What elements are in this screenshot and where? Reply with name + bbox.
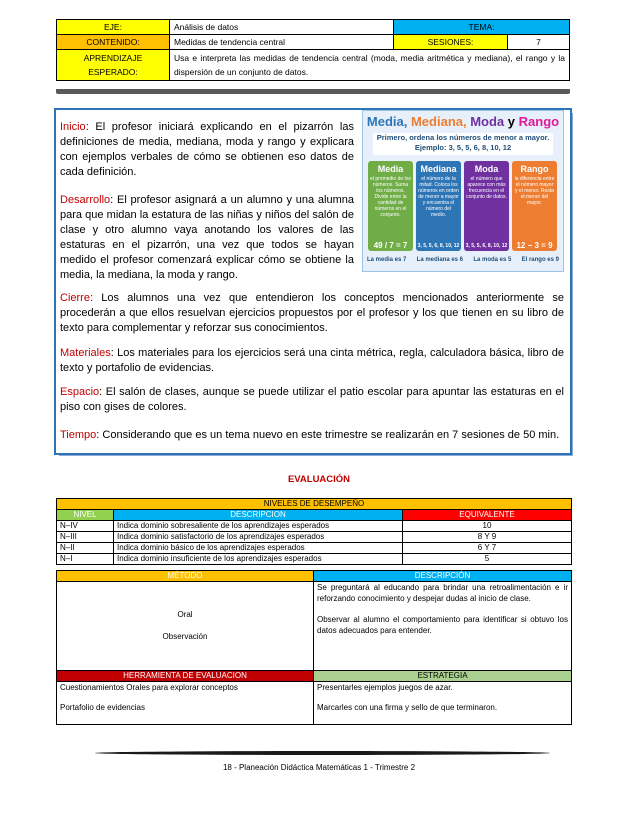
tiempo-text: : Considerando que es un tema nuevo en este trimestre se realizarán en 7 sesiones de 50 min.: [96, 429, 560, 441]
poster-subtitle-2: Ejemplo: 3, 5, 5, 6, 8, 10, 12: [414, 143, 512, 152]
poster-col-rango: [512, 161, 557, 251]
poster-title-y: y: [504, 114, 519, 129]
tiempo-paragraph: [60, 428, 564, 443]
aprendizaje-label-line1: APRENDIZAJE: [83, 53, 143, 63]
metodo-header-label: MÉTODO: [167, 571, 203, 580]
materiales-label: Materiales: [60, 347, 111, 359]
eje-label: EJE:: [57, 20, 170, 35]
aprendizaje-value: Usa e interpreta las medidas de tendencia central (moda, media aritmética y mediana), el rango y la dispersión de un conjunto de datos.: [170, 50, 570, 81]
metodo-observacion: Observación: [162, 632, 208, 641]
table-row: [57, 543, 572, 554]
metodo-desc-header: [314, 571, 572, 582]
desarrollo-text: : El profesor asignará a un alumno y una alumna para que midan la estatura de las niñas y niños del salón de clase y otro alumno vaya anotando los valores de las estaturas en el pizarrón, una vez que todos se hayan medido el profesor comenzará explicar cómo se obtiene la media, la mediana, la moda y rango.: [60, 194, 354, 281]
desc-cell: Indica dominio sobresaliente de los aprendizajes esperados: [114, 521, 403, 532]
poster-col-mediana: [416, 161, 461, 251]
footer-divider: [95, 751, 550, 755]
poster-subtitle: [373, 133, 553, 155]
sesiones-label: SESIONES:: [394, 35, 508, 50]
cierre-label: Cierre:: [60, 292, 94, 304]
aprendizaje-label: [57, 50, 170, 81]
poster-col-rango-body: la diferencia entre el número mayor y el menor. Resta el menor del mayor.: [514, 176, 555, 206]
herramienta-header-label: HERRAMIENTA DE EVALUACION: [123, 671, 247, 680]
desc-observacion: Observar al alumno el comportamiento para identificar si obtuvo los datos adecuados para entender.: [317, 615, 568, 635]
poster-image: [362, 110, 564, 272]
poster-col-moda-body: el número que aparece con más frecuencia en el conjunto de datos.: [466, 176, 507, 200]
col-descripcion: [114, 510, 403, 521]
poster-subtitle-1: Primero, ordena los números de menor a mayor.: [376, 133, 550, 142]
poster-foot-mediana: La mediana es 6: [416, 257, 464, 263]
metodo-desc-header-label: DESCRIPCIÓN: [414, 571, 471, 580]
poster-col-mediana-body: el número de la mitad. Coloca los números en orden de menor a mayor y encuentra el número del medio.: [418, 176, 459, 218]
poster-foot-moda: La moda es 5: [473, 257, 512, 263]
poster-col-rango-result: 12 − 3 = 9: [516, 241, 553, 250]
poster-col-moda: [464, 161, 509, 251]
nivel-cell: N–IV: [57, 521, 114, 532]
espacio-text: : El salón de clases, aunque se puede utilizar el patio escolar para apuntar las estaturas en el piso con gises de colores.: [60, 386, 564, 413]
evaluacion-title: EVALUACIÓN: [287, 474, 351, 485]
nivel-cell: N–I: [57, 554, 114, 565]
eq-cell: 10: [403, 521, 572, 532]
col-equivalente: [403, 510, 572, 521]
metodo-header: [57, 571, 314, 582]
desarrollo-paragraph: [60, 193, 354, 283]
desc-cell: Indica dominio satisfactorio de los aprendizajes esperados: [114, 532, 403, 543]
poster-col-rango-head: Rango: [520, 164, 549, 174]
metodo-oral: Oral: [177, 610, 193, 619]
poster-col-mediana-head: Mediana: [420, 164, 457, 174]
estrategia-header: ESTRATEGIA: [314, 671, 572, 682]
col-nivel: [57, 510, 114, 521]
eje-value: Análisis de datos: [170, 20, 394, 35]
poster-col-media-head: Media: [377, 164, 404, 174]
poster-col-moda-result: 3, 5, 5, 6, 8, 10, 12: [465, 243, 508, 249]
materiales-paragraph: [60, 346, 564, 376]
herramienta-header: [57, 671, 314, 682]
poster-col-mediana-result: 3, 5, 5, 6, 8, 10, 12: [417, 243, 460, 249]
contenido-value: Medidas de tendencia central: [170, 35, 394, 50]
col-nivel-label: NIVEL: [73, 510, 97, 519]
poster-footer: [367, 257, 559, 263]
inicio-paragraph: [60, 120, 354, 180]
poster-title-media: Media,: [366, 114, 408, 129]
herramienta-1: Cuestionamientos Orales para explorar conceptos: [60, 683, 238, 692]
metodo-desc-cell: [314, 582, 572, 671]
nivel-cell: N–III: [57, 532, 114, 543]
header-table: [56, 19, 570, 81]
nivel-cell: N–II: [57, 543, 114, 554]
niveles-table: [56, 498, 572, 565]
page-footer: 18 - Planeación Didáctica Matemáticas 1 - Trimestre 2: [222, 763, 416, 772]
cierre-text: Los alumnos una vez que entendieron los conceptos mencionados anteriormente se procederán a que ellos resuelvan ejercicios propuestos por el profesor y los que tienen en su libro de texto para complementar y reforzar sus conocimientos.: [60, 292, 564, 334]
table-row: [57, 554, 572, 565]
metodo-table: [56, 570, 572, 725]
espacio-paragraph: [60, 385, 564, 415]
table-row: [57, 521, 572, 532]
poster-title-rango: Rango: [518, 114, 560, 129]
header-shadow: [56, 89, 570, 94]
herramienta-cell: [57, 682, 314, 725]
poster-foot-media: La media es 7: [367, 257, 407, 263]
poster-title: [363, 114, 563, 129]
poster-foot-rango: El rango es 9: [521, 257, 559, 263]
tema-label: TEMA:: [394, 20, 570, 35]
table-row: [57, 532, 572, 543]
poster-col-media: [368, 161, 413, 251]
metodo-cell: [57, 582, 314, 671]
tiempo-label: Tiempo: [60, 429, 97, 441]
col-equivalente-label: EQUIVALENTE: [459, 510, 515, 519]
estrategia-2: Marcarles con una firma y sello de que terminaron.: [317, 703, 498, 712]
poster-col-media-result: 49 / 7 = 7: [373, 241, 408, 250]
inicio-text: : El profesor iniciará explicando en el pizarrón las definiciones de media, mediana, moda y rango y explicara con ejemplos verbales de cómo se obtienen eso datos de cada definición.: [60, 121, 354, 178]
aprendizaje-label-line2: ESPERADO:: [88, 67, 138, 77]
contenido-label: CONTENIDO:: [57, 35, 170, 50]
niveles-title: NIVELES DE DESEMPEÑO: [57, 499, 572, 510]
herramienta-2: Portafolio de evidencias: [60, 703, 145, 712]
col-descripcion-label: DESCRIPCION: [230, 510, 286, 519]
desarrollo-label: Desarrollo: [60, 194, 111, 206]
poster-title-moda: Moda: [466, 114, 505, 129]
poster-col-moda-head: Moda: [474, 164, 499, 174]
desc-cell: Indica dominio insuficiente de los aprendizajes esperados: [114, 554, 403, 565]
inicio-label: Inicio: [60, 121, 86, 133]
poster-title-mediana: Mediana,: [407, 114, 467, 129]
poster-col-media-body: el promedio de los números. Suma los números. Divide entre la cantidad de números en el conjunto.: [370, 176, 411, 218]
espacio-label: Espacio: [60, 386, 100, 398]
materiales-text: : Los materiales para los ejercicios será una cinta métrica, regla, calculadora básica, libro de texto y portafolio de evidencias.: [60, 347, 564, 374]
eq-cell: 5: [403, 554, 572, 565]
eq-cell: 8 Y 9: [403, 532, 572, 543]
eq-cell: 6 Y 7: [403, 543, 572, 554]
estrategia-cell: [314, 682, 572, 725]
sesiones-value: 7: [508, 35, 570, 50]
desc-cell: Indica dominio básico de los aprendizajes esperados: [114, 543, 403, 554]
estrategia-1: Presentarles ejemplos juegos de azar.: [317, 683, 453, 692]
cierre-paragraph: [60, 291, 564, 336]
desc-oral: Se preguntará al educando para brindar una retroalimentación e ir reforzando conocimiento y despejar dudas al inicio de clase.: [317, 583, 568, 603]
